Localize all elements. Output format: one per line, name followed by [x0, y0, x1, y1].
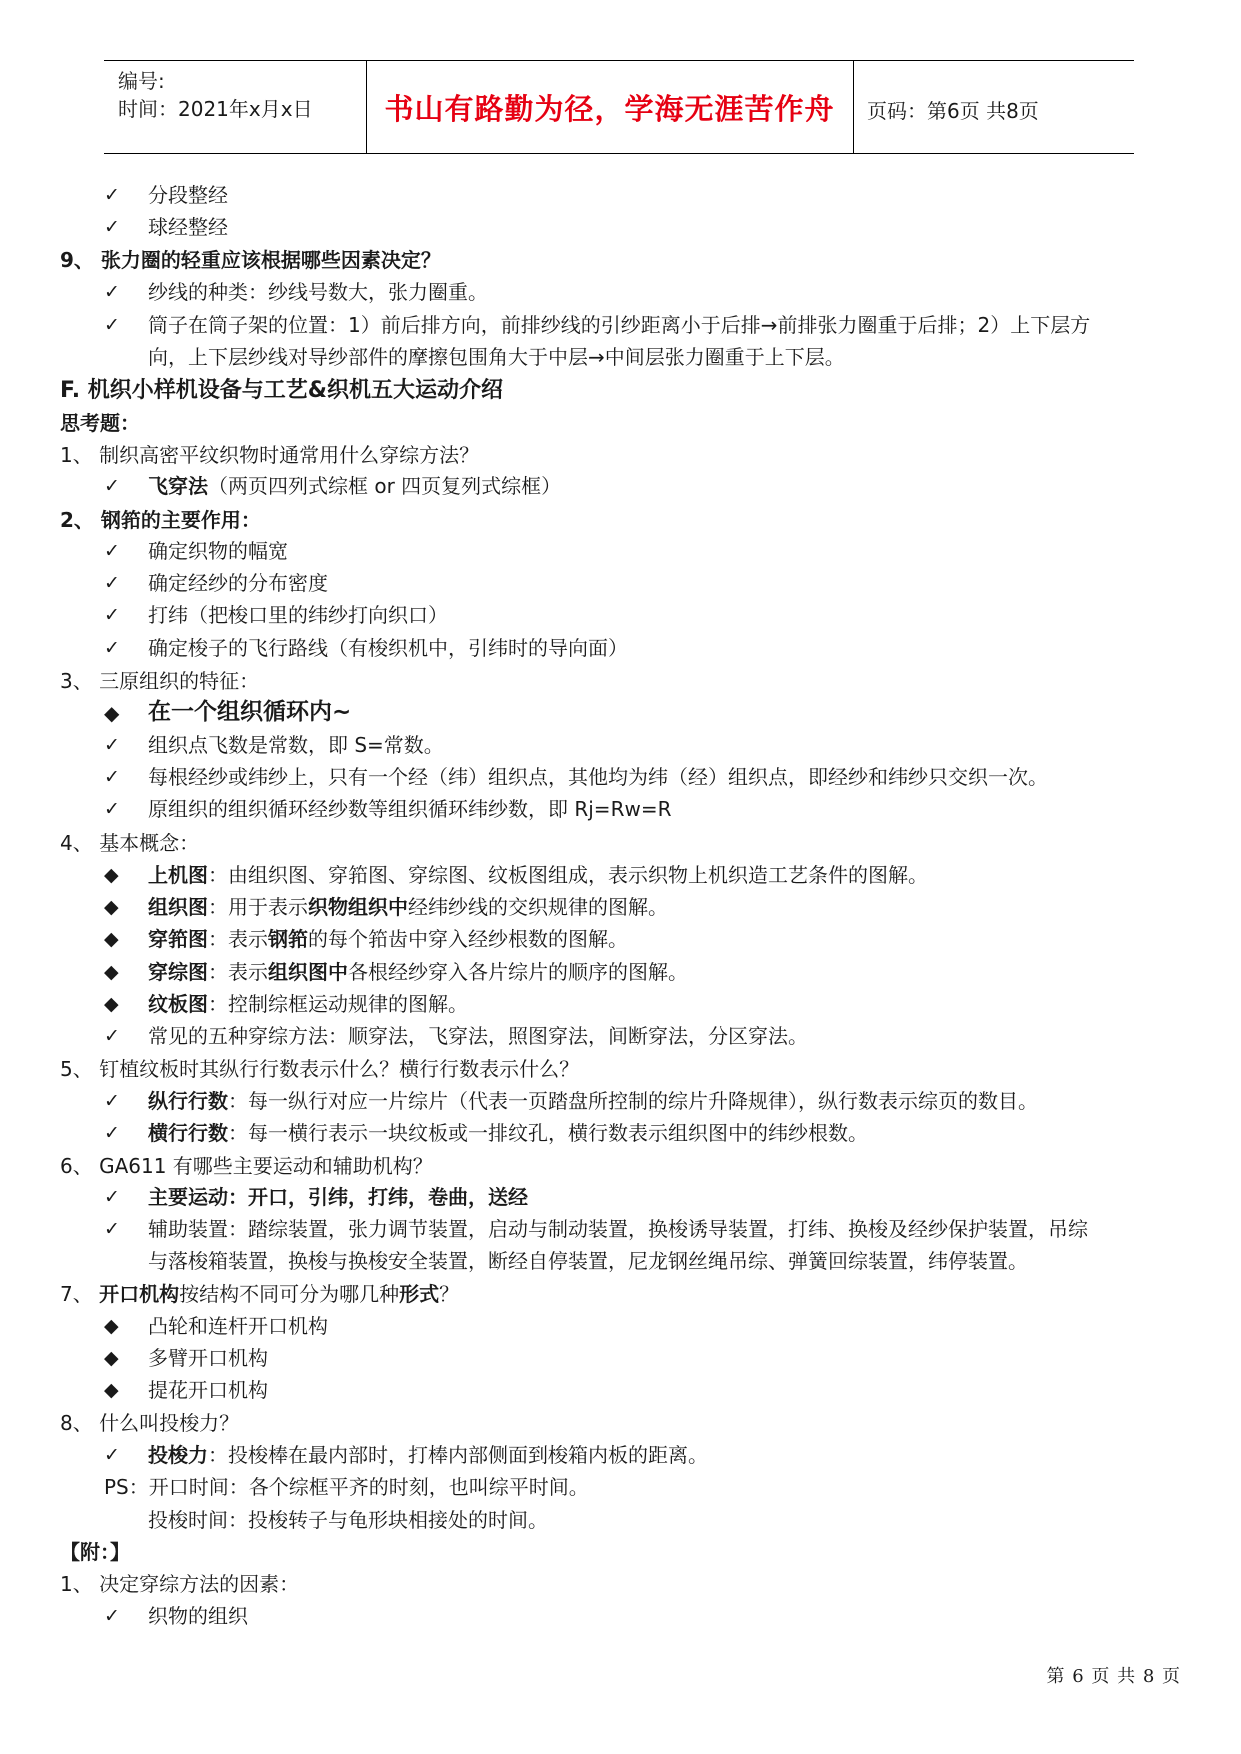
list-item: 常见的五种穿综方法：顺穿法，飞穿法，照图穿法，间断穿法，分区穿法。	[148, 1024, 808, 1048]
document-time-label: 时间：2021年x月x日	[118, 97, 313, 121]
diamond-bullet-icon: ◆	[104, 928, 119, 950]
checkmark-icon: ✓	[104, 1444, 120, 1466]
term-desc: ：用于表示	[208, 895, 308, 919]
question-heading: 3、 三原组织的特征：	[60, 669, 260, 693]
diamond-bullet-icon: ◆	[104, 961, 119, 983]
list-item: 织物的组织	[148, 1604, 248, 1628]
document-number-label: 编号:	[118, 69, 165, 93]
question-heading: 1、 决定穿综方法的因素：	[60, 1572, 300, 1596]
checkmark-icon: ✓	[104, 572, 120, 594]
section-heading: F. 机织小样机设备与工艺&织机五大运动介绍	[60, 378, 503, 403]
question-heading: 4、 基本概念：	[60, 831, 200, 855]
term-bold: 横行行数	[148, 1121, 228, 1145]
term-desc: 各根经纱穿入各片综片的顺序的图解。	[348, 960, 688, 984]
question-text: 2、 钢筘的主要作用：	[60, 508, 261, 532]
list-item: 球经整经	[148, 215, 228, 239]
term-desc: ：控制综框运动规律的图解。	[208, 992, 468, 1016]
page-footer: 第 6 页 共 8 页	[1046, 1666, 1181, 1687]
checkmark-icon: ✓	[104, 1605, 120, 1627]
diamond-bullet-icon: ◆	[104, 1347, 119, 1369]
list-item	[148, 958, 688, 986]
term-desc: ：每一横行表示一块纹板或一排纹孔，横行数表示组织图中的纬纱根数。	[228, 1121, 868, 1145]
list-item: 多臂开口机构	[148, 1346, 268, 1370]
diamond-bullet-icon: ◆	[104, 864, 119, 886]
diamond-bullet-icon: ◆	[104, 896, 119, 918]
diamond-bullet-icon: ◆	[104, 701, 120, 725]
page-header	[104, 60, 1134, 154]
note-line: PS：开口时间：各个综框平齐的时刻，也叫综平时间。	[104, 1475, 589, 1499]
checkmark-icon: ✓	[104, 184, 120, 206]
header-page-number: 页码：第6页 共8页	[867, 99, 1039, 123]
term-bold: 上机图	[148, 863, 208, 887]
term-bold: 纹板图	[148, 992, 208, 1016]
note-line: 投梭时间：投梭转子与龟形块相接处的时间。	[148, 1508, 548, 1532]
checkmark-icon: ✓	[104, 637, 120, 659]
list-item: 组织点飞数是常数，即 S=常数。	[148, 733, 444, 757]
question-heading: 5、 钉植纹板时其纵行行数表示什么？横行行数表示什么？	[60, 1057, 580, 1081]
question-text: 按结构不同可分为哪几种	[179, 1282, 400, 1306]
checkmark-icon: ✓	[104, 1186, 120, 1208]
header-page-cell	[855, 61, 1134, 153]
term-desc: ：表示	[208, 960, 268, 984]
checkmark-icon: ✓	[104, 1025, 120, 1047]
header-motto: 书山有路勤为径，学海无涯苦作舟	[384, 92, 835, 126]
question-heading	[60, 1280, 459, 1308]
list-item: 在一个组织循环内~	[148, 699, 352, 725]
list-item: 每根经纱或纬纱上，只有一个经（纬）组织点，其他均为纬（经）组织点，即经纱和纬纱只交织一次。	[148, 765, 1048, 789]
list-item: 分段整经	[148, 183, 228, 207]
list-item	[148, 925, 628, 953]
list-item: 筒子在筒子架的位置：1）前后排方向，前排纱线的引纱距离小于后排→前排张力圈重于后排；2）上下层方	[148, 313, 1091, 337]
checkmark-icon: ✓	[104, 216, 120, 238]
question-heading	[60, 506, 261, 534]
checkmark-icon: ✓	[104, 540, 120, 562]
question-text: ？	[439, 1282, 460, 1306]
list-item: 凸轮和连杆开口机构	[148, 1314, 328, 1338]
diamond-bullet-icon: ◆	[104, 993, 119, 1015]
question-heading: 1、 制织高密平纹织物时通常用什么穿综方法？	[60, 443, 480, 467]
term-bold: 开口机构	[99, 1282, 180, 1306]
checkmark-icon: ✓	[104, 734, 120, 756]
list-item	[148, 472, 561, 500]
term-bold: 形式	[399, 1282, 440, 1306]
subheading: 思考题：	[60, 411, 140, 435]
term-emphasis: 织物组织中	[308, 895, 408, 919]
term-bold: 穿筘图	[148, 927, 208, 951]
list-item: 辅助装置：踏综装置，张力调节装置，启动与制动装置，换梭诱导装置，打纬、换梭及经纱保护装置，吊综	[148, 1217, 1088, 1241]
term-bold: 纵行行数	[148, 1089, 228, 1113]
list-item: 主要运动：开口，引纬，打纬，卷曲，送经	[148, 1185, 528, 1209]
list-item	[148, 861, 928, 889]
term-bold: 飞穿法	[148, 474, 208, 498]
checkmark-icon: ✓	[104, 475, 120, 497]
checkmark-icon: ✓	[104, 604, 120, 626]
term-desc: ：表示	[208, 927, 268, 951]
checkmark-icon: ✓	[104, 1090, 120, 1112]
checkmark-icon: ✓	[104, 766, 120, 788]
list-item	[148, 1087, 1038, 1115]
list-item	[148, 1119, 868, 1147]
term-desc: ：由组织图、穿筘图、穿综图、纹板图组成，表示织物上机织造工艺条件的图解。	[208, 863, 928, 887]
term-desc: （两页四列式综框 or 四页复列式综框）	[208, 474, 562, 498]
list-item	[148, 1441, 708, 1469]
question-heading: 9、 张力圈的轻重应该根据哪些因素决定？	[60, 248, 441, 272]
list-item: 确定梭子的飞行路线（有梭织机中，引纬时的导向面）	[148, 636, 628, 660]
list-item: 纱线的种类：纱线号数大，张力圈重。	[148, 280, 488, 304]
header-motto-cell	[366, 61, 854, 153]
header-info-cell	[104, 61, 367, 153]
list-item: 原组织的组织循环经纱数等组织循环纬纱数，即 Rj=Rw=R	[148, 797, 672, 821]
term-desc: ：投梭棒在最内部时，打棒内部侧面到梭箱内板的距离。	[208, 1443, 708, 1467]
checkmark-icon: ✓	[104, 798, 120, 820]
list-item: 提花开口机构	[148, 1378, 268, 1402]
checkmark-icon: ✓	[104, 281, 120, 303]
list-item-continuation: 向，上下层纱线对导纱部件的摩擦包围角大于中层→中间层张力圈重于上下层。	[148, 345, 845, 369]
term-emphasis: 组织图中	[268, 960, 348, 984]
checkmark-icon: ✓	[104, 1122, 120, 1144]
question-number: 7、	[60, 1282, 100, 1306]
list-item: 打纬（把梭口里的纬纱打向织口）	[148, 603, 448, 627]
question-heading: 6、 GA611 有哪些主要运动和辅助机构？	[60, 1154, 433, 1178]
list-item-continuation: 与落梭箱装置，换梭与换梭安全装置，断经自停装置，尼龙钢丝绳吊综、弹簧回综装置，纬停装置。	[148, 1249, 1028, 1273]
term-desc: 经纬纱线的交织规律的图解。	[408, 895, 668, 919]
diamond-bullet-icon: ◆	[104, 1379, 119, 1401]
checkmark-icon: ✓	[104, 1218, 120, 1240]
list-item: 确定经纱的分布密度	[148, 571, 328, 595]
term-emphasis: 钢筘	[268, 927, 308, 951]
term-desc: 的每个筘齿中穿入经纱根数的图解。	[308, 927, 628, 951]
term-bold: 穿综图	[148, 960, 208, 984]
appendix-heading: 【附：】	[60, 1540, 130, 1564]
checkmark-icon: ✓	[104, 314, 120, 336]
list-item	[148, 990, 468, 1018]
list-item	[148, 893, 668, 921]
term-bold: 投梭力	[148, 1443, 208, 1467]
term-desc: ：每一纵行对应一片综片（代表一页踏盘所控制的综片升降规律），纵行数表示综页的数目。	[228, 1089, 1038, 1113]
term-bold: 组织图	[148, 895, 208, 919]
diamond-bullet-icon: ◆	[104, 1315, 119, 1337]
question-heading: 8、 什么叫投梭力？	[60, 1411, 240, 1435]
list-item: 确定织物的幅宽	[148, 539, 288, 563]
